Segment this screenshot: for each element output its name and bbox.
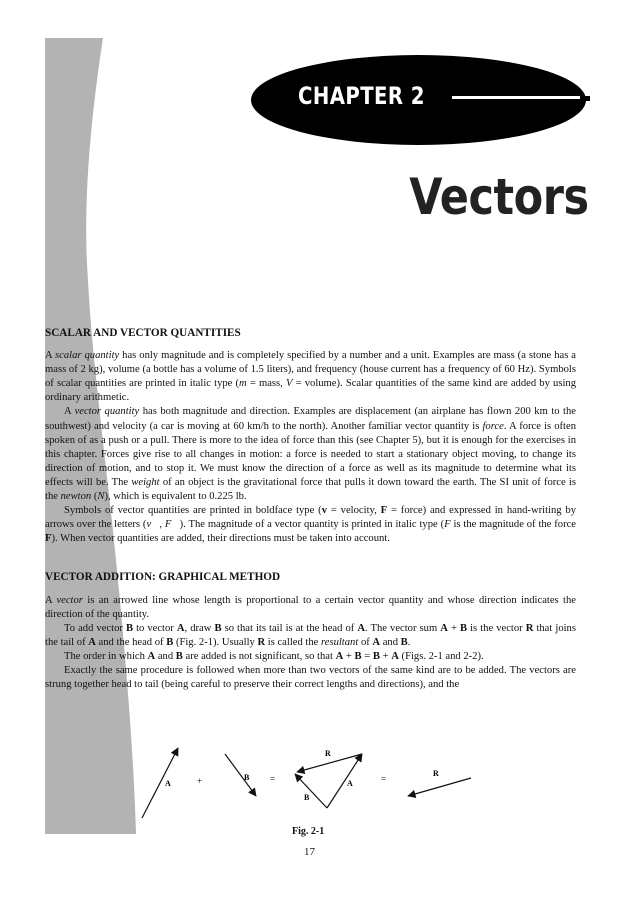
paragraph-add-vectors: To add vector B to vector A, draw B so that its tail is at the head of A. The vector sum A + B is the vector R that joins the tail of A and the head of B (Fig. 2-1). Usually R is called the resultant of A and B. — [45, 622, 576, 648]
paragraph-vector-definition: A vector is an arrowed line whose length is proportional to a certain vector quantity and whose direction indicates the direction of the quantity. — [45, 594, 576, 620]
paragraph-scalar: A scalar quantity has only magnitude and is completely specified by a number and a unit. Examples are mass (a stone has a mass of 2 kg), volume (a bottle has a volume of 1.5 liters), and frequency (house current has a frequency of 60 Hz). Symbols of scalar quantities are printed in italic type (m = mass, V = volume). Scalar quantities of the same kind are added by using ordinary arithmetic. — [45, 350, 576, 404]
plus-sign: + — [197, 776, 203, 786]
vector-b-arrow — [225, 754, 256, 796]
section-heading-scalar-vector: SCALAR AND VECTOR QUANTITIES — [45, 327, 241, 339]
body-text — [45, 326, 576, 692]
resultant-r-label: R — [433, 769, 439, 778]
vector-b-label: B — [244, 773, 250, 782]
triangle-b-label: B — [304, 793, 310, 802]
chapter-rule — [452, 96, 589, 99]
figure-caption: Fig. 2-1 — [292, 826, 325, 837]
vector-a-label: A — [165, 779, 171, 788]
triangle-a-label: A — [347, 779, 353, 788]
triangle-r-label: R — [325, 749, 331, 758]
vector-a-arrow — [142, 748, 178, 818]
equals-sign-1: = — [270, 774, 276, 784]
section-heading-vector-addition: VECTOR ADDITION: GRAPHICAL METHOD — [45, 571, 281, 584]
paragraph-vector-symbols: Symbols of vector quantities are printed in boldface type (v = velocity, F = force) and expressed in hand-writing by arrows over the letters (v⃗, F⃗). The magnitude of a vector quantity is printed in italic type (F is the magnitude of the force F). When vector quantities are added, their directions must be taken into account. — [45, 505, 577, 545]
page-number: 17 — [304, 846, 315, 858]
paragraph-order: The order in which A and B are added is not significant, so that A + B = B + A (Figs. 2-1 and 2-2). — [64, 650, 484, 662]
triangle-vector-b — [295, 774, 327, 808]
resultant-r-arrow — [408, 778, 471, 796]
paragraph-multiple-vectors: Exactly the same procedure is followed when more than two vectors of the same kind are to be added. The vectors are strung together head to tail (being careful to preserve their correct lengths and directions), and the — [45, 664, 576, 691]
chapter-title: Vectors — [409, 168, 589, 226]
equals-sign-2: = — [381, 774, 387, 784]
paragraph-vector: A vector quantity has both magnitude and direction. Examples are displacement (an airplane has flown 200 km to the southwest) and velocity (a car is moving at 60 km/h to the north). Another familiar vector quantity is force. A force is often spoken of as a push or a pull. There is more to the idea of force than this (see Chapter 5), but it is enough for the exercises in this chapter. Forces give rise to all changes in motion: a force is needed to start a stationary object moving, to change its direction of motion, and to stop it. We must know the direction of a force as well as its magnitude to determine what its effects will be. The weight of an object is the gravitational force that pulls it down toward the earth. The SI unit of force is the newton (N), which is equivalent to 0.225 lb. — [45, 406, 577, 503]
figure-2-1 — [130, 740, 480, 830]
chapter-rule-tail — [580, 96, 590, 101]
chapter-label: CHAPTER 2 — [298, 82, 425, 110]
